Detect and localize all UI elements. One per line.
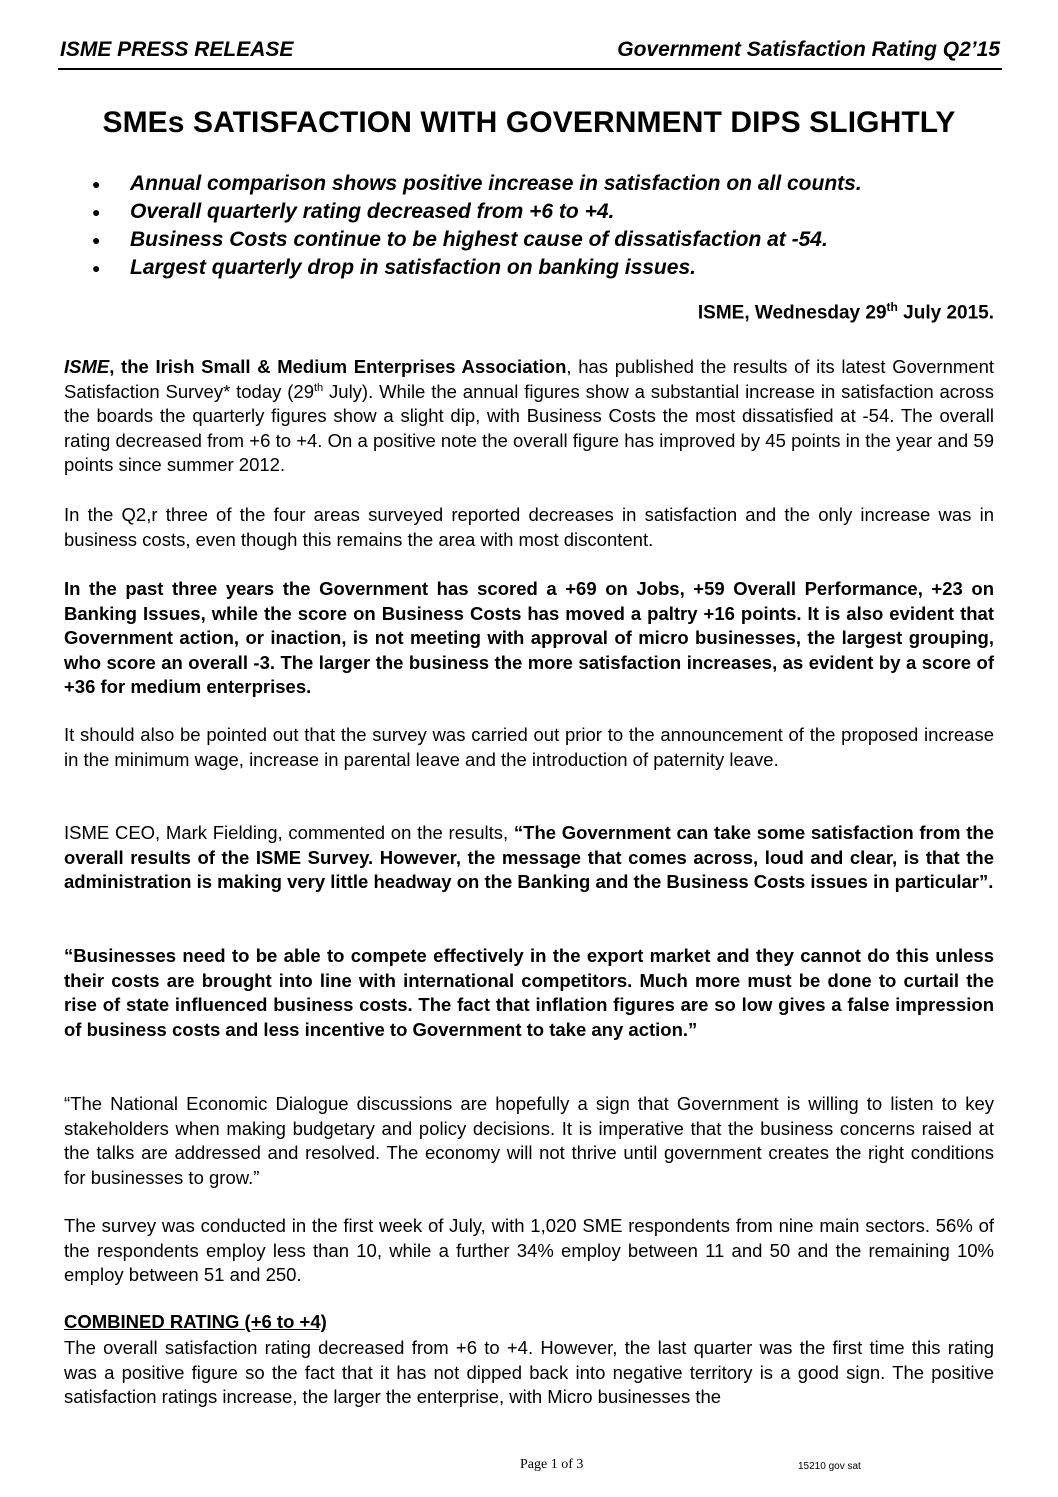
- page-number: Page 1 of 3: [520, 1457, 584, 1472]
- highlight-text: Overall quarterly rating decreased from +6 to +4.: [130, 200, 615, 223]
- bullet-icon: ●: [92, 232, 101, 248]
- highlight-item: [92, 170, 992, 198]
- intro-text-2: July). While the annual figures show a substantial increase in satisfaction across the boards the quarterly figures show a slight dip, with Business Costs the most dissatisfied at -54. The overall rating decreased from +6 to +4. On a positive note the overall figure has improved by 45 points in the year and 59 points since summer 2012.: [64, 380, 994, 475]
- header-right-title: Government Satisfaction Rating Q2’15: [617, 38, 1000, 61]
- highlight-item: [92, 254, 992, 282]
- highlights-list: [92, 170, 992, 282]
- highlight-text: Annual comparison shows positive increase in satisfaction on all counts.: [130, 172, 862, 195]
- dateline-prefix: ISME, Wednesday 29: [697, 302, 887, 324]
- ceo-comment-paragraph: [64, 821, 994, 895]
- intro-text-1: , has published the results of its latest Government Satisfaction Survey* today (29: [64, 356, 995, 402]
- dateline-suffix-ordinal: th: [886, 300, 898, 314]
- bullet-icon: ●: [92, 176, 101, 192]
- highlight-text: Largest quarterly drop in satisfaction on banking issues.: [130, 256, 696, 279]
- quarterly-paragraph: In the Q2,r three of the four areas surveyed reported decreases in satisfaction and the only increase was in business costs, even though this remains the area with most discontent.: [64, 504, 994, 550]
- highlight-item: [92, 198, 992, 226]
- combined-rating-heading: COMBINED RATING (+6 to +4): [64, 1311, 327, 1332]
- highlight-item: [92, 226, 992, 254]
- survey-method-paragraph: The survey was conducted in the first week of July, with 1,020 SME respondents from nine main sectors. 56% of the respondents employ less than 10, while a further 34% employ between 11 and 50 and the remaining 10% employ between 51 and 250.: [64, 1215, 994, 1285]
- survey-timing-paragraph: It should also be pointed out that the survey was carried out prior to the announcement of the proposed increase in the minimum wage, increase in parental leave and the introduction of paternity leave.: [64, 724, 994, 770]
- header-left-title: ISME PRESS RELEASE: [60, 38, 294, 61]
- intro-ordinal: th: [313, 381, 324, 394]
- business-costs-quote: “Businesses need to be able to compete effectively in the export market and they cannot do this unless their costs are brought into line with international competitors. Much more must be done to curtail the rise of state influenced business costs. The fact that inflation figures are so low gives a false impression of business costs and less incentive to Government to take any action.”: [64, 945, 994, 1040]
- page-header: [58, 34, 1002, 70]
- association-name: , the Irish Small & Medium Enterprises Association: [109, 356, 567, 377]
- ceo-comment-intro: ISME CEO, Mark Fielding, commented on the results,: [64, 822, 514, 843]
- intro-paragraph: [64, 355, 994, 478]
- press-release-title: SMEs SATISFACTION WITH GOVERNMENT DIPS SLIGHTLY: [102, 106, 956, 139]
- document-code: 15210 gov sat: [798, 1461, 861, 1472]
- dateline-suffix: July 2015.: [897, 302, 994, 324]
- bullet-icon: ●: [92, 204, 101, 220]
- dateline: [698, 300, 994, 324]
- isme-name: ISME: [64, 356, 110, 377]
- three-year-paragraph: In the past three years the Government has scored a +69 on Jobs, +59 Overall Performance, +23 on Banking Issues, while the score on Business Costs has moved a paltry +16 points. It is also evident that Government action, or inaction, is not meeting with approval of micro businesses, the largest grouping, who score an overall -3. The larger the business the more satisfaction increases, as evident by a score of +36 for medium enterprises.: [64, 578, 994, 697]
- bullet-icon: ●: [92, 260, 101, 276]
- economic-dialogue-quote: “The National Economic Dialogue discussions are hopefully a sign that Government is willing to listen to key stakeholders when making budgetary and policy decisions. It is imperative that the business concerns raised at the talks are addressed and resolved. The economy will not thrive until government creates the right conditions for businesses to grow.”: [64, 1093, 994, 1188]
- highlight-text: Business Costs continue to be highest cause of dissatisfaction at -54.: [130, 228, 828, 251]
- ceo-quote: “The Government can take some satisfaction from the overall results of the ISME Survey. However, the message that comes across, loud and clear, is that the administration is making very little headway on the Banking and the Business Costs issues in particular”.: [64, 822, 994, 892]
- combined-rating-text: The overall satisfaction rating decreased from +6 to +4. However, the last quarter was the first time this rating was a positive figure so the fact that it has not dipped back into negative territory is a good sign. The positive satisfaction ratings increase, the larger the enterprise, with Micro businesses the: [64, 1337, 994, 1407]
